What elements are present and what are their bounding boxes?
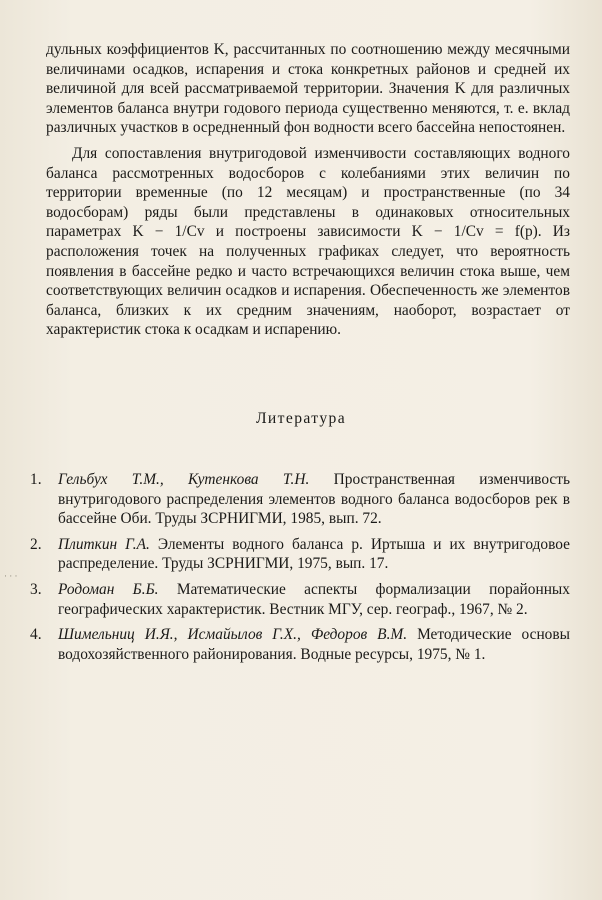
paragraph-1: дульных коэффициентов K, рассчитанных по соотношению между месячными величинами осадков, испарения и стока конкретных районов и средней их величиной для всей рассматриваемой территории. Значения K для различных элементов баланса внутри годового периода существенно меняются, т. е. вклад различных участков в осредненный фон водности всего бассейна непостоянен. [46, 41, 570, 137]
reference-authors: Родоман Б.Б. [58, 580, 159, 598]
reference-item [30, 535, 570, 574]
reference-number: 2. [30, 535, 42, 553]
reference-text: Математические аспекты формализации порайонных географических характеристик. Вестник МГУ, сер. географ., 1967, № 2. [58, 580, 570, 618]
reference-number: 4. [30, 626, 42, 644]
reference-authors: Гельбух Т.М., Кутенкова Т.Н. [58, 471, 310, 488]
reference-body [58, 625, 570, 664]
reference-text: Элементы водного баланса р. Иртыша и их внутригодовое распределение. Труды ЗСРНИГМИ, 1975, вып. 17. [58, 535, 570, 573]
reference-authors: Плиткин Г.А. [58, 535, 150, 553]
reference-item [30, 625, 570, 664]
reference-text: Методические основы водохозяйственного районирования. Водные ресурсы, 1975, № 1. [58, 626, 570, 663]
body-text [46, 40, 570, 340]
reference-body [58, 535, 570, 574]
ink-speck-mark: · · · [4, 571, 18, 581]
paragraph-2: Для сопоставления внутригодовой изменчивости составляющих водного баланса рассмотренных водосборов с колебаниями этих величин по территории временные (по 12 месяцам) и пространственные (по 34 водосборам) ряды были представлены в одинаковых относительных параметрах K − 1/Cv и построены зависимости K − 1/Cv = f(p). Из расположения точек на полученных графиках следует, что вероятность появления в бассейне редко и часто встречающихся величин стока выше, чем соответствующих величин осадков и испарения. Обеспеченность же элементов баланса, близких к их средним значениям, наоборот, возрастает от характеристик стока к осадкам и испарению. [46, 144, 570, 339]
reference-number: 1. [30, 471, 42, 488]
reference-body [58, 470, 570, 529]
references-heading: Литература [255, 410, 347, 427]
reference-authors: Шимельниц И.Я., Исмайылов Г.Х., Федоров В.М. [58, 626, 408, 644]
references-list [30, 470, 570, 670]
reference-number: 3. [30, 580, 42, 598]
reference-text: Пространственная изменчивость внутригодового распределения элементов водного баланса водосборов рек в бассейне Оби. Труды ЗСРНИГМИ, 1985, вып. 72. [58, 471, 570, 528]
reference-item [30, 470, 570, 529]
reference-item [30, 580, 570, 619]
reference-body [58, 580, 570, 619]
